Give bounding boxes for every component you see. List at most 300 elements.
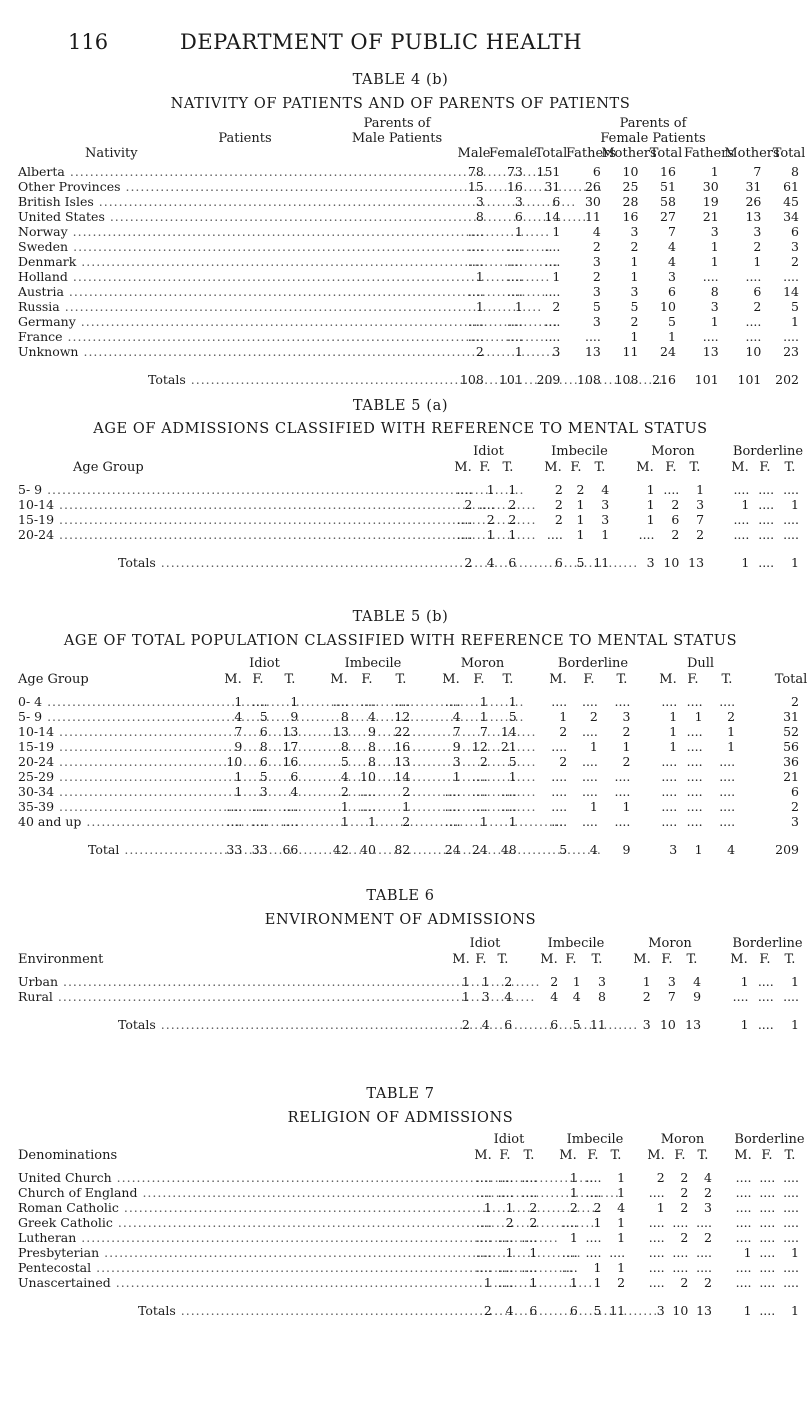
table-cell: .... — [648, 1275, 665, 1290]
table-cell: .... — [759, 1200, 776, 1215]
table-cell: 1 — [791, 555, 799, 570]
table-cell: 1 — [593, 1275, 602, 1290]
table-cell: .... — [475, 1245, 492, 1260]
table6-sub-1: F. — [759, 952, 771, 967]
table-cell: 3 — [592, 284, 601, 299]
table-cell: 1 — [740, 974, 749, 989]
row-label-text: Totals — [138, 1303, 176, 1318]
table-cell: 2 — [340, 784, 349, 799]
table-cell: 11 — [609, 1303, 626, 1318]
table-cell: .... — [759, 1215, 776, 1230]
table-cell: 1 — [576, 497, 585, 512]
row-label — [18, 739, 210, 754]
row-label — [18, 769, 210, 784]
table-cell: 3 — [514, 194, 523, 209]
table-cell: .... — [735, 1170, 752, 1185]
table-cell: 8 — [340, 739, 349, 754]
table-row — [18, 1275, 801, 1290]
table-cell: 1 — [656, 1200, 665, 1215]
table-cell: 1 — [552, 269, 561, 284]
table5a-sub-2: T. — [594, 460, 606, 475]
table6-sub-2: T. — [591, 952, 603, 967]
table-cell: .... — [648, 1260, 665, 1275]
table-cell: .... — [733, 482, 750, 497]
table-row — [18, 497, 801, 512]
row-label-text: Sweden — [18, 239, 69, 254]
table-cell: 21 — [702, 209, 719, 224]
table-cell: .... — [561, 1215, 578, 1230]
row-label-text: 20-24 — [18, 527, 55, 542]
row-label-text: Austria — [18, 284, 64, 299]
table-cell: .... — [506, 314, 523, 329]
table-cell: .... — [467, 314, 484, 329]
table-row — [18, 724, 801, 739]
table-cell: 3 — [696, 497, 705, 512]
table-cell: 6 — [569, 1303, 578, 1318]
table-cell: .... — [648, 1215, 665, 1230]
table5b-sub-2: T. — [721, 672, 733, 687]
row-label-text: Germany — [18, 314, 76, 329]
table-cell: 1 — [694, 842, 703, 857]
table-cell: 1 — [452, 769, 461, 784]
row-label — [18, 209, 452, 224]
table-cell: .... — [467, 284, 484, 299]
t4b-col-2: Total — [534, 146, 568, 161]
table5b-sub-1: F. — [687, 672, 699, 687]
table-cell: 1 — [475, 269, 484, 284]
table-row — [18, 1260, 801, 1275]
row-label — [18, 974, 452, 989]
table-cell: 10 — [360, 769, 376, 784]
table5a-sub-2: T. — [784, 460, 796, 475]
table-cell: 2 — [505, 1215, 514, 1230]
row-label — [18, 754, 210, 769]
row-label — [18, 989, 452, 1004]
table-cell: .... — [686, 739, 703, 754]
table-cell: .... — [783, 1170, 799, 1185]
table-cell: 11 — [622, 344, 639, 359]
table-cell: .... — [759, 1170, 776, 1185]
table-cell: 2 — [656, 1170, 665, 1185]
table-cell: .... — [551, 799, 568, 814]
table-cell: 108 — [577, 372, 601, 387]
table-cell: .... — [506, 284, 523, 299]
table-row — [18, 329, 801, 344]
table-cell: 56 — [783, 739, 799, 754]
table-cell: 42 — [332, 842, 349, 857]
table-cell: 1 — [483, 1200, 492, 1215]
table-cell: .... — [551, 739, 568, 754]
table-cell: 3 — [704, 1200, 712, 1215]
table-cell: 4 — [486, 555, 495, 570]
table-cell: 15 — [467, 179, 484, 194]
table-cell: 4 — [572, 989, 581, 1004]
table-cell: 10 — [672, 1303, 689, 1318]
table-cell: 1 — [727, 739, 736, 754]
table-cell: 3 — [630, 224, 639, 239]
table-cell: 7 — [479, 724, 488, 739]
row-label — [18, 194, 452, 209]
spacer-row — [18, 359, 801, 367]
row-label-text: Pentecostal — [18, 1260, 92, 1275]
table-cell: 2 — [791, 799, 799, 814]
table-cell: 3 — [791, 814, 799, 829]
table5b-sub-0: M. — [659, 672, 677, 687]
table-cell: 1 — [589, 739, 598, 754]
table-cell: 58 — [660, 194, 676, 209]
table-cell: 6 — [290, 769, 299, 784]
table-cell: 2 — [464, 497, 473, 512]
row-label — [18, 784, 210, 799]
table-cell: 1 — [552, 224, 561, 239]
row-label-text: Greek Catholic — [18, 1215, 113, 1230]
table-cell: .... — [282, 799, 299, 814]
leader-dots — [121, 179, 603, 194]
totals-label — [18, 367, 452, 387]
table-row — [18, 974, 801, 989]
table-cell: 8 — [710, 284, 719, 299]
table-cell: .... — [783, 482, 799, 497]
table-cell: .... — [757, 1017, 774, 1032]
table6-sub-0: M. — [540, 952, 558, 967]
table7-sub-1: F. — [499, 1148, 511, 1163]
table-cell: .... — [614, 814, 631, 829]
table7-sub-0: M. — [559, 1148, 577, 1163]
table-cell: .... — [561, 1260, 578, 1275]
table-cell: 66 — [282, 842, 299, 857]
table-cell: .... — [638, 527, 655, 542]
row-label-text: 30-34 — [18, 784, 55, 799]
table-cell: 1 — [234, 694, 243, 709]
table-cell: 1 — [505, 1245, 514, 1260]
table-cell: .... — [783, 1275, 799, 1290]
table-cell: 34 — [783, 209, 799, 224]
table-cell: 5 — [576, 555, 585, 570]
table-cell: 1 — [508, 814, 517, 829]
table-cell: 1 — [791, 974, 799, 989]
table-cell: 3 — [592, 254, 601, 269]
table-cell: .... — [394, 694, 411, 709]
table-cell: 1 — [710, 239, 719, 254]
table-row — [18, 224, 801, 239]
row-label — [18, 1215, 472, 1230]
table-row — [18, 512, 801, 527]
table6-sub-1: F. — [661, 952, 673, 967]
table-cell: 2 — [704, 1230, 712, 1245]
table-cell: 2 — [559, 754, 568, 769]
table-row — [18, 754, 801, 769]
table-row — [18, 769, 801, 784]
table-cell: .... — [500, 799, 517, 814]
table-cell: .... — [614, 694, 631, 709]
row-label-text: Denmark — [18, 254, 77, 269]
table-cell: 4 — [592, 224, 601, 239]
row-label-text: 0- 4 — [18, 694, 43, 709]
table-cell: 2 — [504, 974, 513, 989]
table-cell: .... — [521, 1185, 538, 1200]
table-cell: 82 — [394, 842, 411, 857]
table-cell: 1 — [646, 512, 655, 527]
table-row — [18, 1170, 801, 1185]
table-cell: 1 — [402, 799, 411, 814]
table-cell: 2 — [727, 709, 736, 724]
table6-title: ENVIRONMENT OF ADMISSIONS — [264, 912, 537, 928]
table5b-group-dull: Dull — [686, 656, 715, 671]
t4b-col-0: Male — [457, 146, 491, 161]
row-label — [18, 344, 452, 359]
table-cell: .... — [672, 1215, 689, 1230]
table5a-sub-0: M. — [636, 460, 654, 475]
row-label-text: 10-14 — [18, 724, 55, 739]
table-cell: .... — [506, 329, 523, 344]
table-cell: 78 — [467, 164, 484, 179]
row-label — [18, 724, 210, 739]
table-cell: 11 — [584, 209, 601, 224]
table-cell: .... — [251, 799, 268, 814]
table-cell: 1 — [753, 254, 762, 269]
table-cell: .... — [544, 284, 561, 299]
t4b-col-6: Fathers — [683, 146, 735, 161]
table-cell: .... — [758, 555, 775, 570]
totals-row — [18, 1012, 801, 1032]
table-cell: 8 — [340, 709, 349, 724]
table-cell: 1 — [486, 527, 495, 542]
leader-dots — [137, 1185, 619, 1200]
table7-group-imbecile: Imbecile — [566, 1132, 624, 1147]
table-cell: 1 — [483, 1275, 492, 1290]
table-cell: .... — [783, 269, 799, 284]
table7-label: TABLE 7 — [366, 1086, 435, 1102]
table-cell: .... — [735, 1275, 752, 1290]
table-row — [18, 482, 801, 497]
table-cell: 6 — [592, 164, 601, 179]
t4b-col-5: Total — [649, 146, 683, 161]
table-cell: 45 — [783, 194, 799, 209]
table-cell: .... — [686, 724, 703, 739]
table-cell: 2 — [671, 497, 680, 512]
table-row — [18, 1215, 801, 1230]
table-cell: .... — [783, 1215, 799, 1230]
table-row — [18, 284, 801, 299]
row-label-text: Total — [88, 842, 120, 857]
table-cell: 25 — [622, 179, 639, 194]
table-cell: 13 — [702, 344, 719, 359]
table-cell: 4 — [505, 1303, 514, 1318]
table-cell: 24 — [660, 344, 676, 359]
table7-sub-0: M. — [474, 1148, 492, 1163]
totals-label — [18, 550, 452, 570]
table5a-sub-1: F. — [759, 460, 771, 475]
table-cell: .... — [585, 1185, 602, 1200]
table-row — [18, 269, 801, 284]
table-cell: 30 — [702, 179, 719, 194]
leader-dots — [76, 314, 558, 329]
table-cell: .... — [783, 989, 799, 1004]
table-cell: 1 — [569, 1275, 578, 1290]
table-cell: 5 — [630, 299, 639, 314]
table5a-sub-0: M. — [454, 460, 472, 475]
table-cell: 31 — [745, 179, 762, 194]
table5b-grid — [18, 694, 801, 857]
table-cell: 7 — [452, 724, 461, 739]
table5b-sub-0: M. — [330, 672, 348, 687]
table-cell: .... — [471, 784, 488, 799]
table-cell: 2 — [554, 512, 563, 527]
table-cell: .... — [282, 814, 299, 829]
table5a-sub-2: T. — [502, 460, 514, 475]
table-cell: 6 — [667, 284, 676, 299]
leader-dots — [111, 1275, 593, 1290]
table-cell: .... — [521, 1230, 538, 1245]
table4b-grid — [18, 164, 801, 387]
table-cell: 2 — [550, 974, 559, 989]
table-cell: 6 — [552, 194, 561, 209]
table-cell: .... — [467, 329, 484, 344]
table-cell: 5 — [259, 709, 268, 724]
table5b-sub-2: T. — [616, 672, 628, 687]
row-label — [18, 1260, 472, 1275]
table-cell: 1 — [576, 512, 585, 527]
table-cell: 8 — [791, 164, 799, 179]
table-cell: 6 — [508, 555, 517, 570]
t4b-col-4: Mothers — [601, 146, 657, 161]
row-label — [18, 709, 210, 724]
table-cell: 1 — [791, 1303, 799, 1318]
table-row — [18, 527, 801, 542]
table6-sub-2: T. — [686, 952, 698, 967]
table-cell: .... — [719, 694, 736, 709]
table-cell: 3 — [259, 784, 268, 799]
table-cell: 7 — [667, 224, 676, 239]
table-cell: 16 — [394, 739, 411, 754]
table-row — [18, 1230, 801, 1245]
table-cell: 4 — [452, 709, 461, 724]
spacer-row — [18, 1004, 801, 1012]
table-cell: 3 — [753, 224, 762, 239]
table-cell: 4 — [550, 989, 559, 1004]
table-row — [18, 1185, 801, 1200]
table-cell: 2 — [680, 1185, 689, 1200]
table-cell: 1 — [529, 1245, 538, 1260]
table-cell: 1 — [646, 482, 655, 497]
table-row — [18, 299, 801, 314]
table-cell: 2 — [791, 254, 799, 269]
t4b-parents-female-2: Female Patients — [600, 131, 706, 146]
table-cell: .... — [475, 1185, 492, 1200]
table-cell: .... — [497, 1260, 514, 1275]
table-cell: .... — [735, 1215, 752, 1230]
row-label — [18, 269, 452, 284]
table7-first-head: Denominations — [18, 1148, 118, 1163]
table-cell: 3 — [601, 512, 610, 527]
table-cell: .... — [551, 694, 568, 709]
row-label — [18, 329, 452, 344]
table5a-title: AGE OF ADMISSIONS CLASSIFIED WITH REFERENCE TO MENTAL STATUS — [93, 421, 708, 437]
spacer-row — [18, 1290, 801, 1298]
table-cell: 3 — [667, 974, 676, 989]
table-cell: .... — [546, 527, 563, 542]
table-cell: 1 — [234, 784, 243, 799]
table-cell: .... — [702, 269, 719, 284]
table-cell: .... — [733, 512, 750, 527]
table-cell: 16 — [506, 179, 523, 194]
table5a-first-head: Age Group — [73, 460, 144, 475]
table-cell: 1 — [646, 497, 655, 512]
table-cell: .... — [471, 769, 488, 784]
row-label — [18, 512, 452, 527]
row-label — [18, 1245, 472, 1260]
table-cell: 1 — [669, 724, 678, 739]
table-cell: 1 — [630, 269, 639, 284]
row-label-text: Norway — [18, 224, 68, 239]
table-row — [18, 694, 801, 709]
table-cell: .... — [551, 784, 568, 799]
row-label — [18, 1185, 472, 1200]
table-cell: 61 — [783, 179, 799, 194]
table-cell: 4 — [704, 1170, 712, 1185]
table-cell: 4 — [601, 482, 610, 497]
table-cell: .... — [497, 1185, 514, 1200]
table5a-label: TABLE 5 (a) — [352, 398, 449, 414]
table-cell: 27 — [660, 209, 676, 224]
table-cell: 2 — [592, 239, 601, 254]
table-cell: 3 — [592, 314, 601, 329]
table-cell: 2 — [592, 269, 601, 284]
table-cell: 22 — [394, 724, 411, 739]
table-cell: 1 — [508, 769, 517, 784]
table-cell: 8 — [597, 989, 606, 1004]
table-cell: 17 — [282, 739, 299, 754]
row-label-text: Roman Catholic — [18, 1200, 119, 1215]
table-cell: 1 — [741, 555, 750, 570]
table-cell: 1 — [508, 694, 517, 709]
table-cell: 1 — [710, 164, 719, 179]
table-cell: .... — [251, 694, 268, 709]
table6-label: TABLE 6 — [366, 888, 435, 904]
totals-row — [18, 550, 801, 570]
table5a-sub-0: M. — [731, 460, 749, 475]
table-cell: .... — [696, 1215, 712, 1230]
table-cell: 216 — [652, 372, 676, 387]
table-row — [18, 179, 801, 194]
table7-sub-0: M. — [647, 1148, 665, 1163]
table-cell: 1 — [669, 739, 678, 754]
table4b-title: NATIVITY OF PATIENTS AND OF PARENTS OF PATIENTS — [170, 96, 631, 112]
table-cell: 3 — [630, 284, 639, 299]
table-cell: .... — [544, 254, 561, 269]
leader-dots — [42, 482, 524, 497]
table-cell: .... — [332, 694, 349, 709]
table-cell: 101 — [498, 372, 523, 387]
table-row — [18, 799, 801, 814]
row-label-text: Alberta — [18, 164, 65, 179]
table-cell: 4 — [234, 709, 243, 724]
table-cell: 1 — [710, 314, 719, 329]
table5b-sub-2: T. — [284, 672, 296, 687]
table-cell: 3 — [667, 269, 676, 284]
table-cell: 8 — [367, 754, 376, 769]
t4b-nativity-head: Nativity — [85, 146, 138, 161]
row-label — [18, 164, 452, 179]
table-cell: 1 — [743, 1245, 752, 1260]
table-cell: 30 — [584, 194, 601, 209]
table-cell: 13 — [332, 724, 349, 739]
table-cell: 3 — [710, 224, 719, 239]
table-cell: .... — [663, 482, 680, 497]
table-cell: 6 — [671, 512, 680, 527]
table-cell: 6 — [550, 1017, 559, 1032]
table-cell: 1 — [505, 1200, 514, 1215]
